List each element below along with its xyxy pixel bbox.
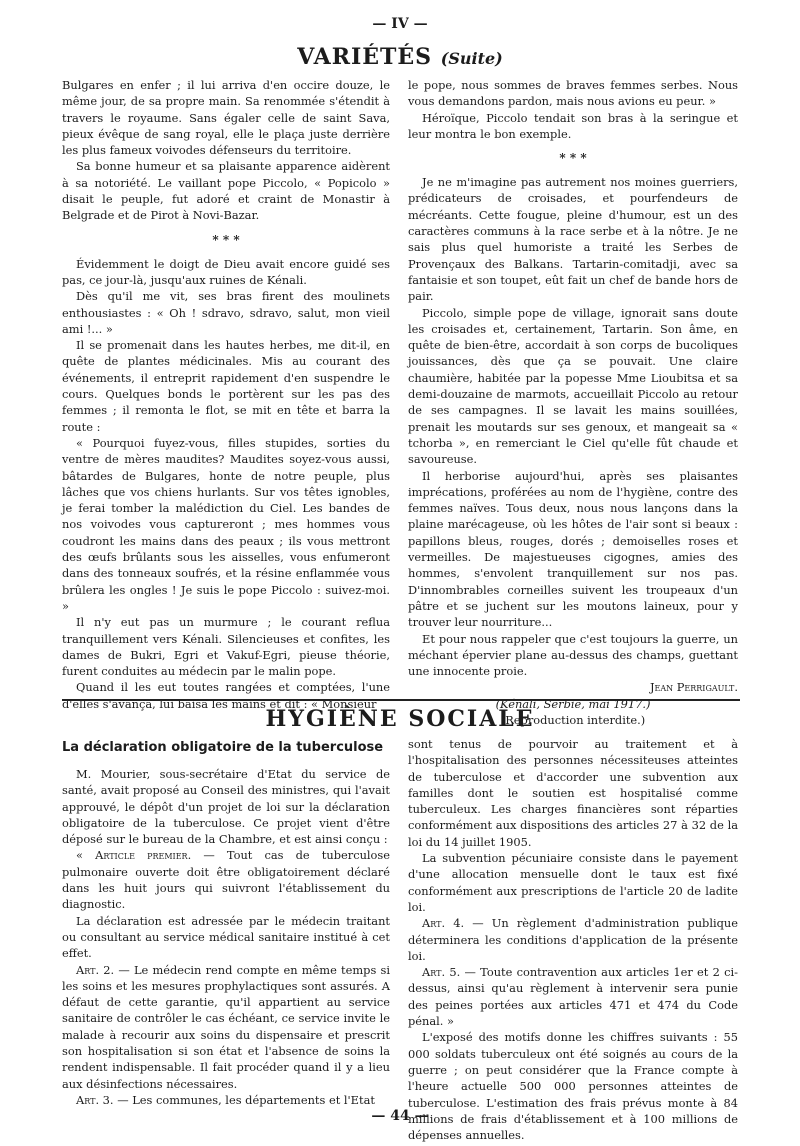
article-label: Art. 4. <box>422 916 465 931</box>
paragraph: Il se promenait dans les hautes herbes, me dit-il, en quête de plantes médicinales. Mis au courant des événements, il entreprit rapidement d'en suspendre le cours. Quelques bonds le portèrent sur les pas des femmes ; il remonta le flot, se mit en tête et barra la route : <box>62 338 390 434</box>
section-title-hygiene: HYGIÈNE SOCIALE <box>265 706 535 732</box>
section-separator: * * * <box>559 151 587 166</box>
paragraph: Il n'y eut pas un murmure ; le courant reflua tranquillement vers Kénali. Silencieuses et confites, les dames de Bukri, Egri et Vakuf-Egri, pieuse théorie, furent conduites au médecin par le malin pope. <box>62 615 390 679</box>
paragraph: Évidemment le doigt de Dieu avait encore guidé ses pas, ce jour-là, jusqu'aux ruines de Kénali. <box>62 256 390 287</box>
article-5 <box>408 964 738 1029</box>
paragraph: Je ne m'imagine pas autrement nos moines guerriers, prédicateurs de croisades, et pourfendeurs de mécréants. Cette fougue, pleine d'humour, est un des caractères communs à la race serbe et à la nôtre. Je ne sais plus quel humoriste a traité les Serbes de Provençaux des Balkans. Tartarin-comitadji, avec sa fantaisie et son toupet, eût fait un chef de bande hors de pair. <box>408 175 738 304</box>
article-text: — Le médecin rend compte en même temps si les soins et les mesures prophylactiques sont assurés. A défaut de cette garantie, qu'il appartient au service sanitaire de contrôler le cas échéant, ce service invite le malade à recourir aux soins du dispensaire et prescrit son hospitalisation si son état et l'absence de soins la rendent indispensable. Il fait procéder quand il y a lieu aux désinfections nécessaires. <box>62 962 390 1091</box>
paragraph: Dès qu'il me vit, ses bras firent des moulinets enthousiastes : « Oh ! sdravo, sdravo, salut, mon vieil ami !... » <box>62 289 390 336</box>
paragraph: Quand il les eut toutes rangées et comptées, l'une d'elles s'avança, lui baisa les mains et dit : « Monsieur <box>62 680 390 711</box>
section-separator: * * * <box>212 232 240 247</box>
roman-page-number: — IV — <box>372 16 428 32</box>
varietes-left-column <box>62 77 390 711</box>
author-signature: Jean Perrigault. <box>649 680 738 695</box>
paragraph: L'exposé des motifs donne les chiffres suivants : 55 000 soldats tuberculeux ont été soignés au cours de la guerre ; on peut considérer que la France compte à l'heure actuelle 500 000 personnes atteintes de tuberculose. L'estimation des frais prévus monte à 84 millions de frais d'établissement et à 100 millions de dépenses annuelles. <box>408 1030 738 1143</box>
paragraph: le pope, nous sommes de braves femmes serbes. Nous vous demandons pardon, mais nous avions eu peur. » <box>408 78 738 109</box>
paragraph: Bulgares en enfer ; il lui arriva d'en occire douze, le même jour, de sa propre main. Sa renommée s'étendit à travers le royaume. Sans égaler celle de saint Sava, pieux évêque de sang royal, elle le plaça juste derrière les plus fameux voivodes défenseurs du territoire. <box>62 78 390 158</box>
article-label: Art. 2. <box>76 962 115 977</box>
reproduction-notice: (Reproduction interdite.) <box>500 712 646 727</box>
article-text: — Toute contravention aux articles 1er et 2 ci-dessus, ainsi qu'au règlement à intervenir sera punie des peines portées aux articles 471 et 474 du Code pénal. » <box>408 965 738 1029</box>
article-2 <box>62 962 390 1092</box>
article-4 <box>408 915 738 964</box>
article-text: — Un règlement d'administration publique déterminera les conditions d'application de la présente loi. <box>408 916 738 963</box>
hygiene-right-column <box>408 736 738 1143</box>
paragraph: sont tenus de pourvoir au traitement et à l'hospitalisation des personnes nécessiteuses atteintes de tuberculose et d'accorder une subvention aux familles dont le soutien est hospitalisé comme tuberculeux. Les charges financières sont réparties conformément aux dispositions des articles 27 à 32 de la loi du 14 juillet 1905. <box>408 737 738 849</box>
section-title-text: VARIÉTÉS <box>297 44 433 70</box>
hygiene-left-column <box>62 736 390 1107</box>
article-label: « Article premier. <box>76 848 192 863</box>
paragraph: Héroïque, Piccolo tendait son bras à la seringue et leur montra le bon exemple. <box>408 110 738 141</box>
paragraph: La subvention pécuniaire consiste dans le payement d'une allocation mensuelle dont le taux est fixé conformément aux prescriptions de l'article 20 de ladite loi. <box>408 851 738 914</box>
article-1 <box>62 847 390 912</box>
section-title-varietes <box>0 44 800 72</box>
article-3 <box>62 1092 390 1108</box>
paragraph: Sa bonne humeur et sa plaisante apparence aidèrent à sa notoriété. Le vaillant pope Piccolo, « Popicolo » disait le peuple, fut adoré et craint de Monastir à Belgrade et de Pirot à Novi-Bazar. <box>62 159 390 223</box>
article-title: La déclaration obligatoire de la tuberculose <box>62 740 384 755</box>
article-label: Art. 3. <box>76 1092 114 1107</box>
varietes-right-column <box>408 77 738 727</box>
article-text: — Tout cas de tuberculose pulmonaire ouverte doit être obligatoirement déclaré dans les huit jours qui suivront l'établissement du diagnostic. <box>62 848 390 912</box>
article-text: — Les communes, les départements et l'Etat <box>117 1092 375 1107</box>
page-number: — 44 — <box>371 1108 429 1124</box>
paragraph: Et pour nous rappeler que c'est toujours la guerre, un méchant épervier plane au-dessus des champs, guettant une innocente proie. <box>408 631 738 679</box>
paragraph: Il herborise aujourd'hui, après ses plaisantes imprécations, proférées au nom de l'hygiène, contre des femmes naïves. Tous deux, nous nous lançons dans la plaine marécageuse, où les hôtes de l'air sont si beaux : papillons bleus, rouges, dorés ; demoiselles roses et vermeilles. De majestueuses cigognes, amies des hommes, s'envolent tranquillement sur nos pas. D'innombrables corneilles suivent les troupeaux d'un pâtre et se juchent sur les moutons laineux, pour y trouver leur nourriture... <box>408 468 738 630</box>
section-divider <box>62 699 740 701</box>
place-date: (Kénali, Serbie, mai 1917.) <box>495 696 651 711</box>
paragraph: M. Mourier, sous-secrétaire d'Etat du service de santé, avait proposé au Conseil des ministres, qui l'avait approuvé, le dépôt d'un projet de loi sur la déclaration obligatoire de la tuberculose. Ce projet vient d'être déposé sur le bureau de la Chambre, et est ainsi conçu : <box>62 767 390 847</box>
section-title-suffix: (Suite) <box>440 49 503 68</box>
paragraph: « Pourquoi fuyez-vous, filles stupides, sorties du ventre de mères maudites? Maudites soyez-vous aussi, bâtardes de Bulgares, honte de notre peuple, plus lâches que vos chiens hurlants. Sur vos têtes ignobles, je ferai tomber la malédiction du Ciel. Les bandes de nos voivodes vous captureront ; mes hommes vous coudront les mains dans des peaux ; ils vous mettront des œufs brûlants sous les aisselles, vous enfumeront dans des tonneaux soufrés, et la résine enflammée vous brûlera les ongles ! Je suis le pope Piccolo : suivez-moi. » <box>62 435 390 613</box>
paragraph: Piccolo, simple pope de village, ignorait sans doute les croisades et, certainement, Tartarin. Son âme, en quête de bien-être, accordait à son corps de bucoliques jouissances, dès que ça se pouvait. Une claire chaumière, habitée par la popesse Mme Lioubitsa et sa demi-douzaine de marmots, accueillait Piccolo au retour de ses campagnes. Il se lavait les mains souillées, prenait les moutards sur ses genoux, et mangeait sa « tchorba », en remerciant le Ciel qu'elle fût chaude et savoureuse. <box>408 305 738 467</box>
paragraph: La déclaration est adressée par le médecin traitant ou consultant au service médical sanitaire institué à cet effet. <box>62 913 390 961</box>
article-label: Art. 5. <box>422 965 461 980</box>
